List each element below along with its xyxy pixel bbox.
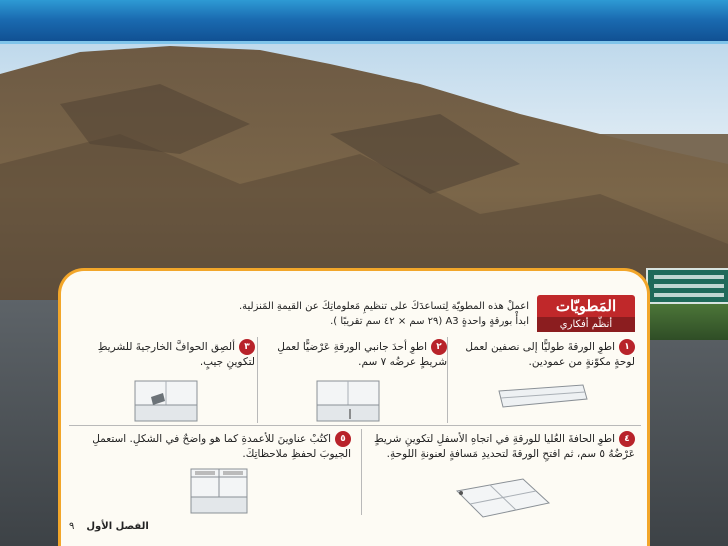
roadside-trees [640,300,728,340]
fold-lengthwise-illustration [495,381,591,411]
step-number: ٣ [239,339,255,355]
road-sign [646,268,728,304]
step-text: ألصِق الحوافَّ الخارجيةَ للشريطِ لتكوينِ جيبٍ. [97,341,255,368]
step-number: ٥ [335,431,351,447]
divider [447,337,448,423]
fold-pocket-illustration [313,379,383,423]
badge-title: المَطويّات [537,295,635,317]
step-2 [267,339,447,370]
divider [361,429,362,515]
step-3 [75,339,255,370]
step-1 [463,339,635,370]
foldable-page [58,268,650,546]
intro-line-2: ابدأْ بورقةٍ واحدةٍ A3 (٢٩ سم × ٤٢ سم تقريبًا ). [330,316,529,327]
chapter-label: الفصل الأول [86,521,149,532]
top-banner [0,0,728,44]
step-number: ١ [619,339,635,355]
step-number: ٤ [619,431,635,447]
step-text: اكتُبْ عناوينَ للأعمدةِ كما هو واضحٌ في الشكلِ. استعملِ الجيوبَ لحفظِ ملاحظاتِكَ. [92,433,351,460]
step-text: اطوِ أحدَ جانبي الورقةِ عَرْضيًّا لعملِ شريطٍ عرضُه ٧ سم. [277,341,447,368]
divider [257,337,258,423]
intro-text [189,299,529,329]
page-number: ٩ [69,521,75,532]
step-5 [79,431,351,462]
step-number: ٢ [431,339,447,355]
labeled-columns-illustration [189,467,249,515]
step-4 [367,431,635,462]
glue-edges-illustration [131,379,201,423]
foldables-badge [537,295,635,332]
step-text: اطوِ الحافةَ العُليا للورقةِ في اتجاهِ الأسفلِ لتكوينِ شريطٍ عَرْضُهُ ٥ سم، ثم افتحِ الورقةَ لتحديدِ مَسافةٍ لعنونةِ اللوحةِ. [373,433,635,460]
intro-line-1: اعملْ هذه المطويّة لِتساعدَكَ على تنظيمِ مَعلوماتِكَ عن القيمةِ المَنزلية. [238,301,529,312]
badge-subtitle: أنظّم أفكاري [537,317,635,332]
fold-top-edge-illustration [453,477,553,519]
step-text: اطوِ الورقةَ طوليًّا إلى نصفين لعمل لوحةٍ مكوّنةٍ من عمودين. [465,341,635,368]
page-footer [69,521,149,532]
divider [69,425,641,426]
